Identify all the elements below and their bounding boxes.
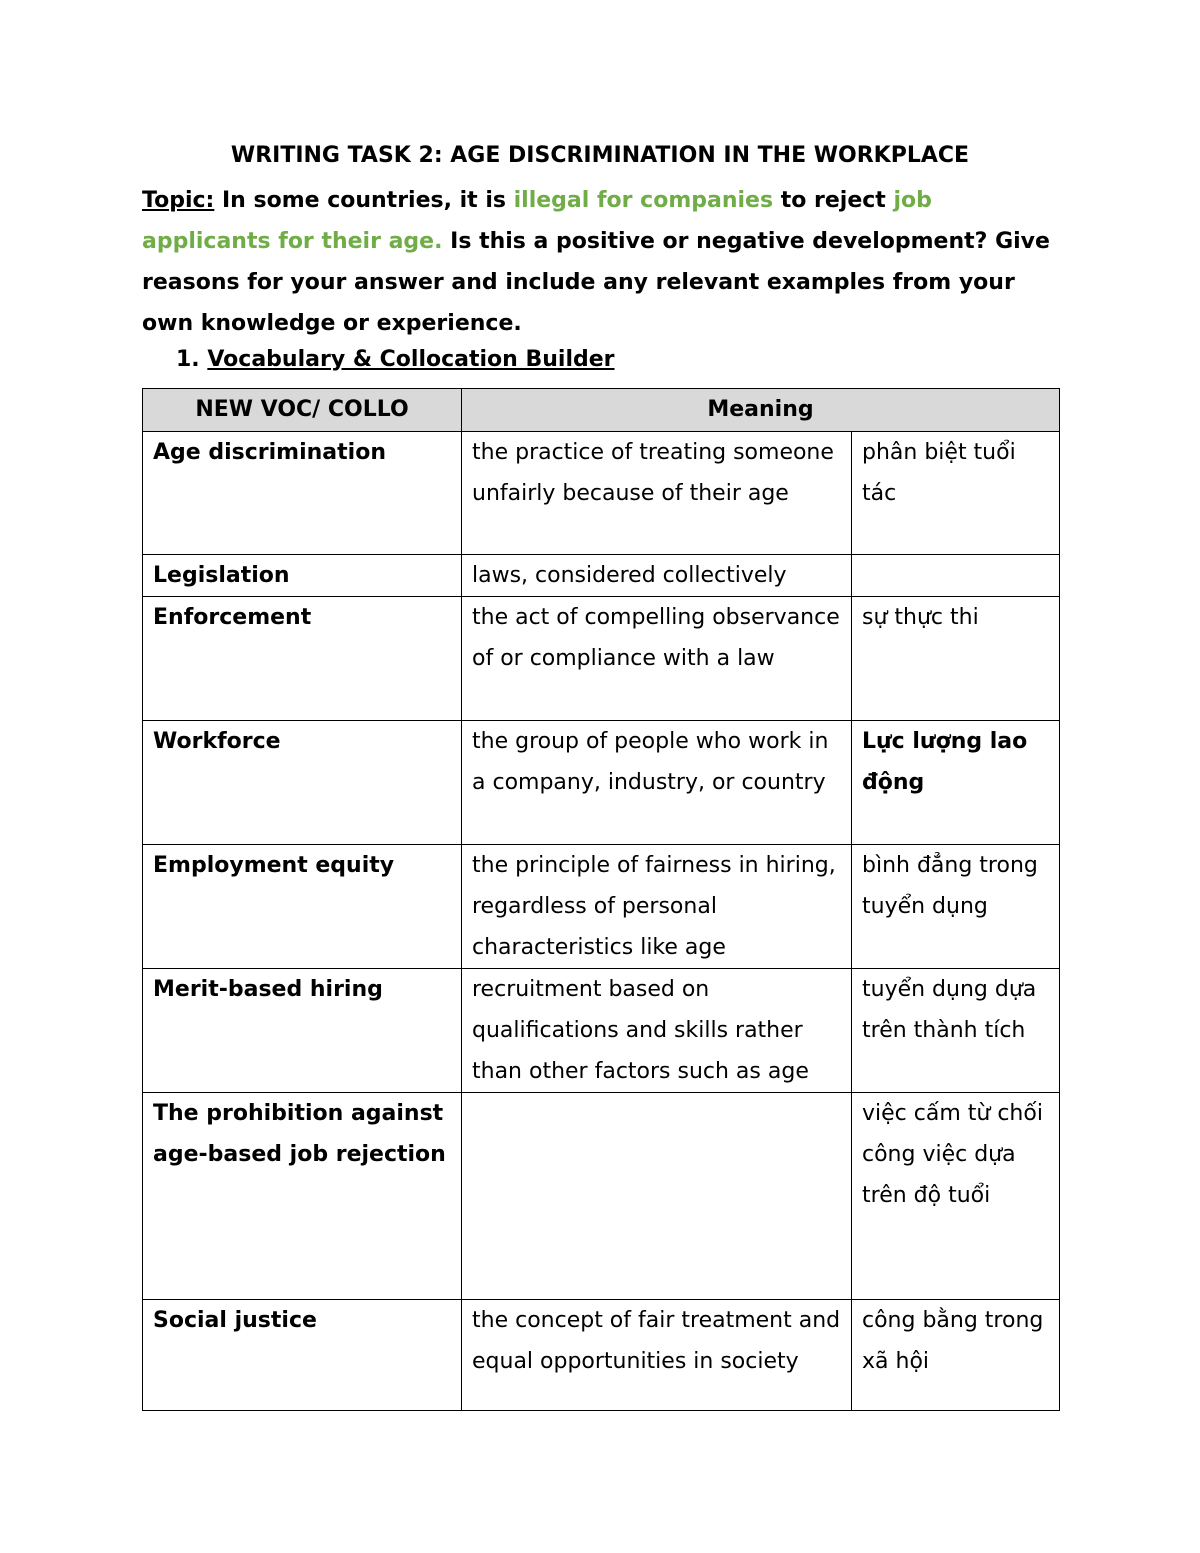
vi-cell (852, 555, 1060, 597)
meaning-cell: the concept of fair treatment and equal opportunities in society (462, 1300, 852, 1411)
topic-label: Topic: (142, 188, 215, 213)
topic-text-1: In some countries, it is (214, 188, 514, 213)
table-row (143, 597, 1060, 721)
term-cell: Social justice (143, 1300, 462, 1411)
section-heading (176, 343, 615, 377)
term-cell: Age discrimination (143, 432, 462, 555)
topic-text-3: Is this a positive or negative development? Give reasons for your answer and include any relevant examples from your own knowledge or experience. (142, 229, 1050, 336)
topic-highlight-1: illegal for companies (513, 188, 774, 213)
meaning-cell: recruitment based on qualifications and skills rather than other factors such as age (462, 969, 852, 1093)
section-title: Vocabulary & Collocation Builder (207, 347, 615, 372)
header-term: NEW VOC/ COLLO (143, 389, 462, 432)
table-row (143, 432, 1060, 555)
topic-text-2: to reject (773, 188, 894, 213)
term-cell: The prohibition against age-based job rejection (143, 1093, 462, 1300)
table-header-row (143, 389, 1060, 432)
section-number: 1. (176, 347, 200, 372)
meaning-cell: the act of compelling observance of or compliance with a law (462, 597, 852, 721)
table-row (143, 969, 1060, 1093)
header-meaning: Meaning (462, 389, 1060, 432)
vi-cell: Lực lượng lao động (852, 721, 1060, 845)
topic-highlight-2: job applicants for their age. (142, 188, 932, 254)
table-row (143, 1300, 1060, 1411)
table-row (143, 845, 1060, 969)
vi-cell: công bằng trong xã hội (852, 1300, 1060, 1411)
meaning-cell: the principle of fairness in hiring, regardless of personal characteristics like age (462, 845, 852, 969)
term-cell: Enforcement (143, 597, 462, 721)
vi-cell: bình đẳng trong tuyển dụng (852, 845, 1060, 969)
term-cell: Workforce (143, 721, 462, 845)
vi-cell: phân biệt tuổi tác (852, 432, 1060, 555)
table-row (143, 555, 1060, 597)
vocabulary-table (142, 388, 1060, 1411)
document-title: WRITING TASK 2: AGE DISCRIMINATION IN THE WORKPLACE (230, 143, 970, 168)
term-cell: Employment equity (143, 845, 462, 969)
meaning-cell: the group of people who work in a company, industry, or country (462, 721, 852, 845)
term-cell: Legislation (143, 555, 462, 597)
topic-paragraph (142, 180, 1058, 344)
meaning-cell: the practice of treating someone unfairly because of their age (462, 432, 852, 555)
meaning-cell: laws, considered collectively (462, 555, 852, 597)
meaning-cell (462, 1093, 852, 1300)
table-row (143, 1093, 1060, 1300)
term-cell: Merit-based hiring (143, 969, 462, 1093)
table-row (143, 721, 1060, 845)
vi-cell: việc cấm từ chối công việc dựa trên độ tuổi (852, 1093, 1060, 1300)
vi-cell: sự thực thi (852, 597, 1060, 721)
vi-cell: tuyển dụng dựa trên thành tích (852, 969, 1060, 1093)
